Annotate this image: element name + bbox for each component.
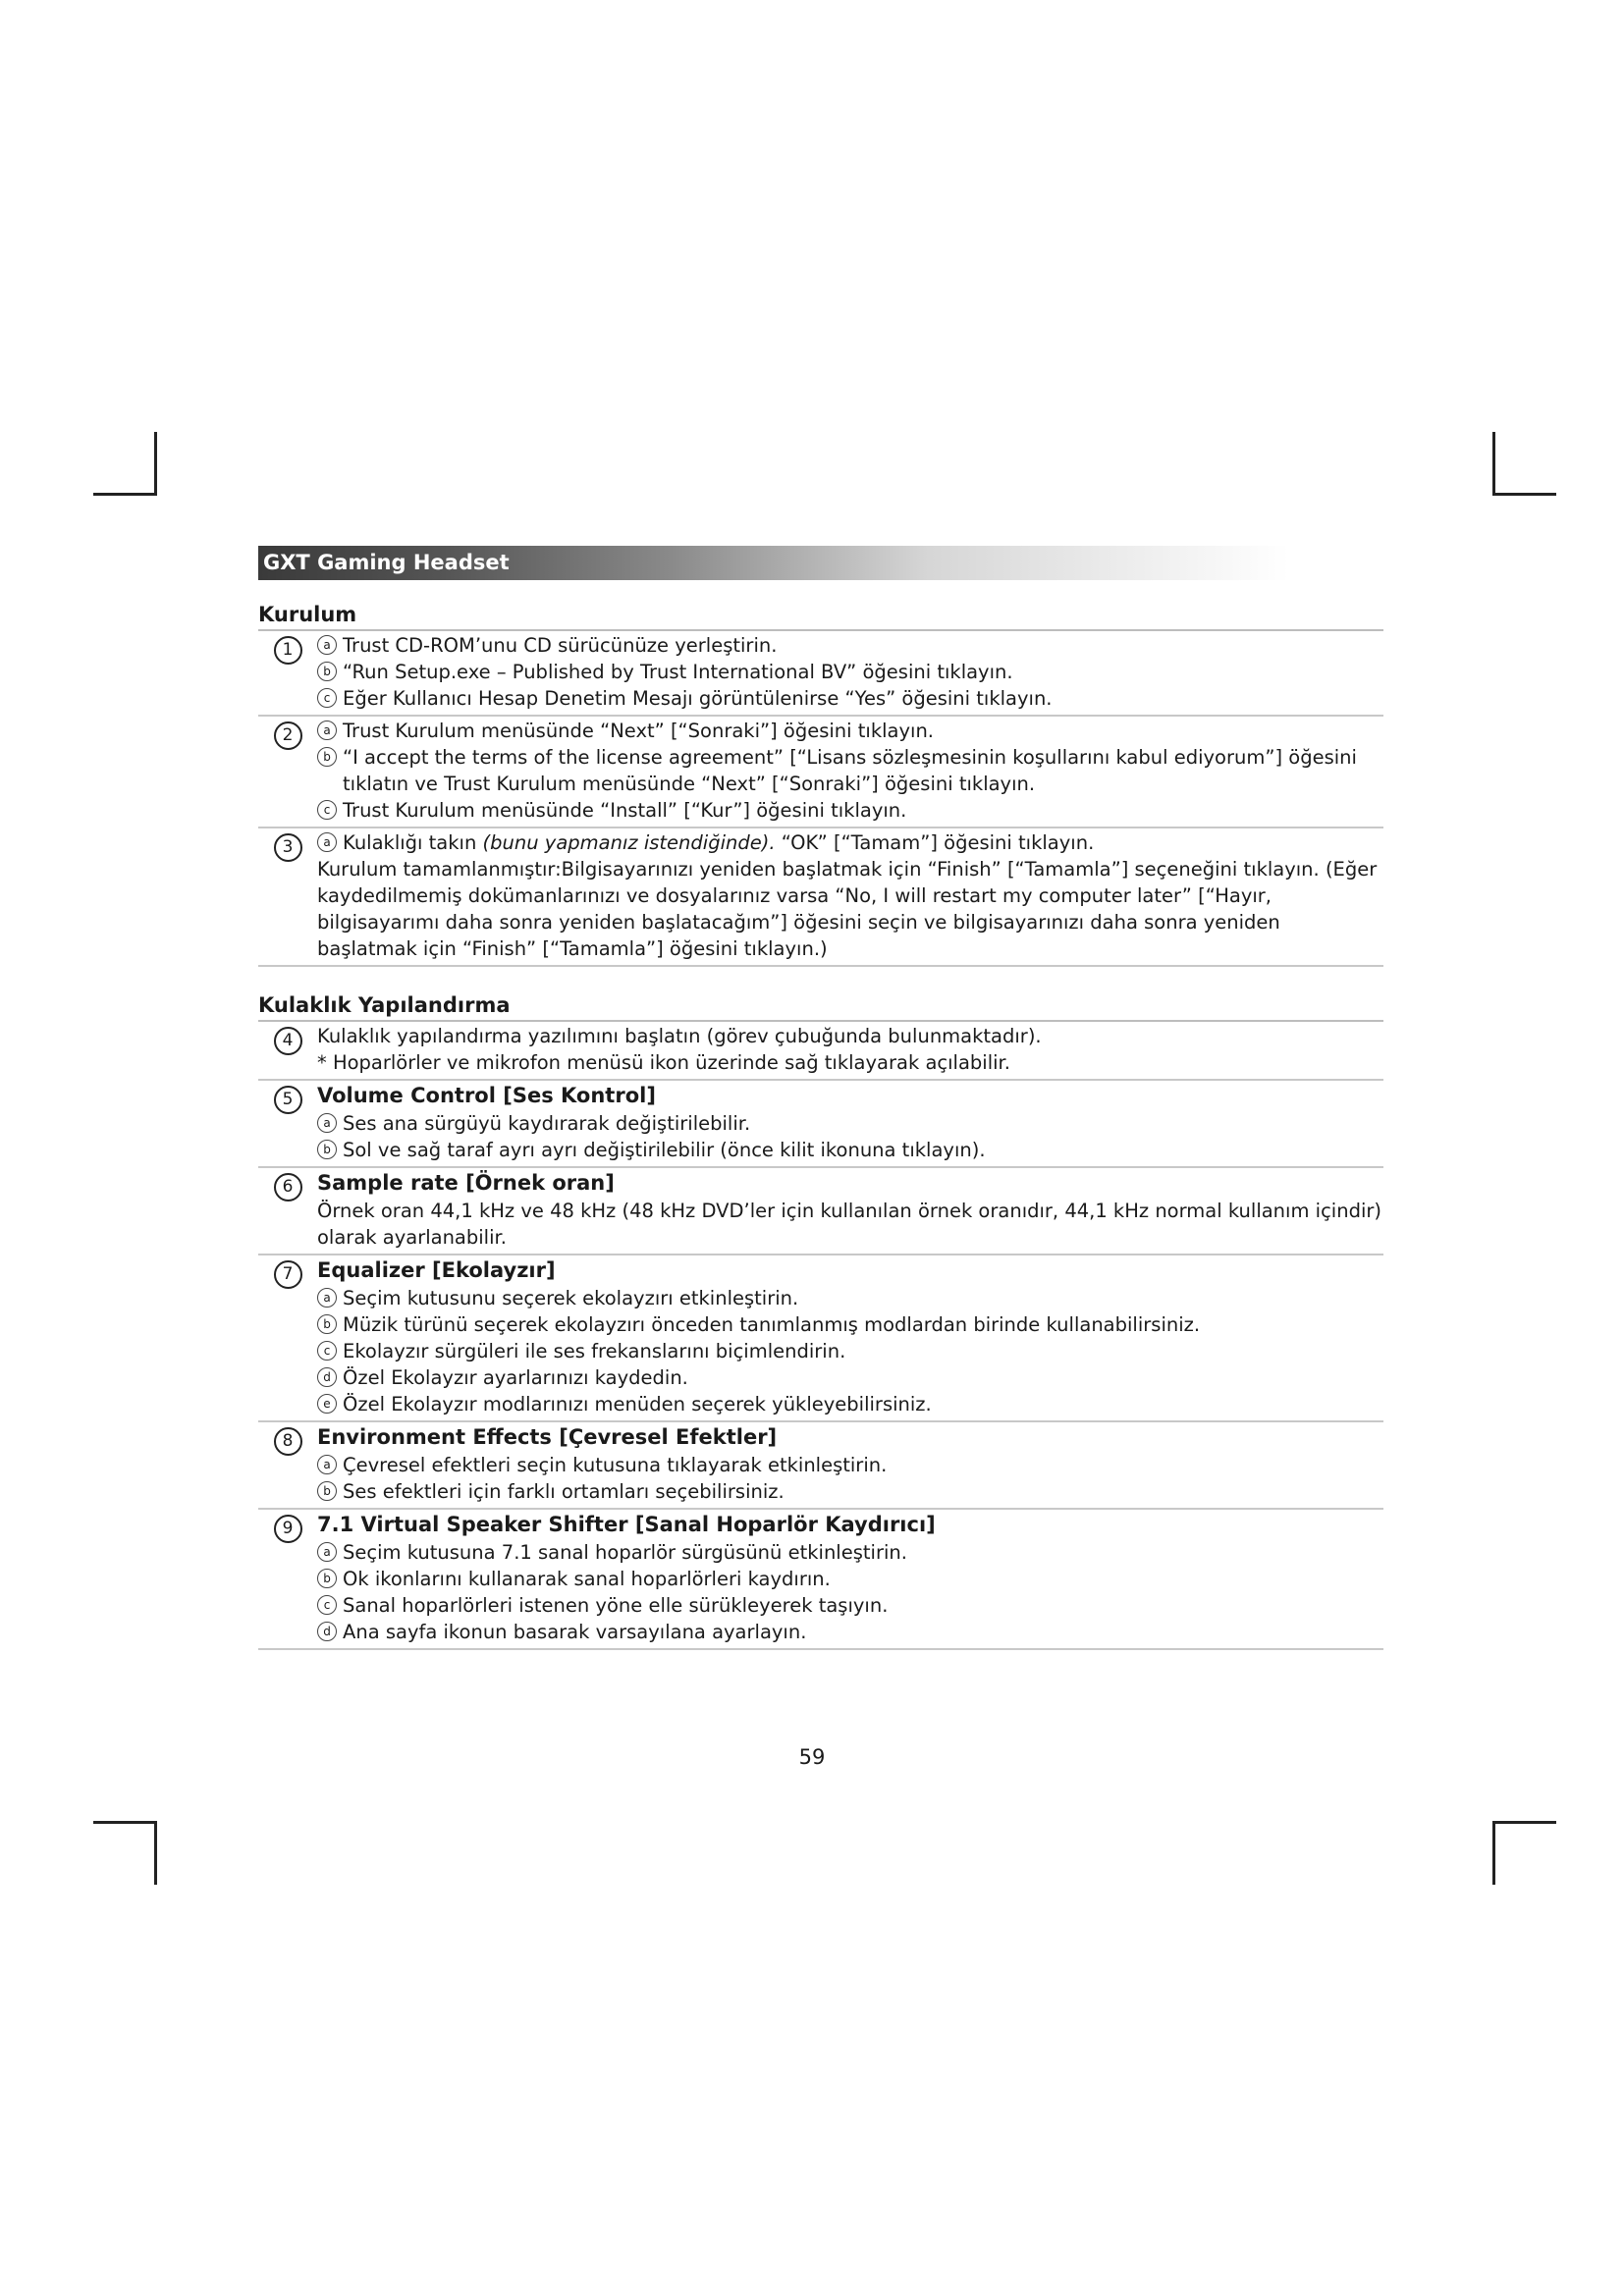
letter-c-icon: c — [317, 688, 337, 708]
letter-b-icon: b — [317, 1140, 337, 1159]
step-number-icon: 4 — [258, 1023, 317, 1076]
step-line: a Çevresel efektleri seçin kutusuna tıklayarak etkinleştirin. — [317, 1452, 1383, 1478]
letter-c-icon: c — [317, 1341, 337, 1361]
step-line: a Kulaklığı takın (bunu yapmanız istendiğinde). “OK” [“Tamam”] öğesini tıklayın. — [317, 829, 1383, 856]
config-step-5 — [258, 1081, 1383, 1168]
manual-page-content — [258, 546, 1383, 1650]
letter-a-icon: a — [317, 635, 337, 655]
step-line: e Özel Ekolayzır modlarınızı menüden seçerek yükleyebilirsiniz. — [317, 1391, 1383, 1417]
crop-mark-bottom-right — [1492, 1821, 1556, 1885]
letter-b-icon: b — [317, 1314, 337, 1334]
step-heading: 7.1 Virtual Speaker Shifter [Sanal Hoparlör Kaydırıcı] — [317, 1513, 936, 1536]
letter-c-icon: c — [317, 800, 337, 820]
install-step-3 — [258, 828, 1383, 967]
crop-mark-bottom-left — [93, 1821, 157, 1885]
install-step-1 — [258, 631, 1383, 717]
letter-a-icon: a — [317, 1542, 337, 1562]
step-number-icon: 8 — [258, 1423, 317, 1505]
step-line: a Trust Kurulum menüsünde “Next” [“Sonraki”] öğesini tıklayın. — [317, 718, 1383, 744]
letter-b-icon: b — [317, 1569, 337, 1588]
step-line: a Seçim kutusunu seçerek ekolayzırı etkinleştirin. — [317, 1285, 1383, 1311]
step-line: b “I accept the terms of the license agreement” [“Lisans sözleşmesinin koşullarını kabul ediyorum”] öğesini tıklatın ve Trust Kurulum menüsünde “Next” [“Sonraki”] öğesini tıklayın. — [317, 744, 1383, 797]
step-heading: Sample rate [Örnek oran] — [317, 1171, 615, 1195]
letter-a-icon: a — [317, 832, 337, 852]
letter-a-icon: a — [317, 1288, 337, 1308]
step-line: d Özel Ekolayzır ayarlarınızı kaydedin. — [317, 1364, 1383, 1391]
step-line: c Trust Kurulum menüsünde “Install” [“Kur”] öğesini tıklayın. — [317, 797, 1383, 824]
page-number: 59 — [798, 1745, 826, 1769]
step-line: c Sanal hoparlörleri istenen yöne elle sürükleyerek taşıyın. — [317, 1592, 1383, 1619]
config-step-6: 6 Sample rate [Örnek oran] Örnek oran 44,1 kHz ve 48 kHz (48 kHz DVD’ler için kullanılan örnek oranıdır, 44,1 kHz normal kullanım içindir) olarak ayarlanabilir. — [258, 1168, 1383, 1255]
crop-mark-top-left — [93, 432, 157, 496]
step-heading: Environment Effects [Çevresel Efektler] — [317, 1425, 778, 1449]
config-step-9 — [258, 1510, 1383, 1650]
step-number-icon: 6 — [258, 1169, 317, 1251]
step-line: a Ses ana sürgüyü kaydırarak değiştirilebilir. — [317, 1110, 1383, 1137]
letter-a-icon: a — [317, 1113, 337, 1133]
install-complete-paragraph: Kurulum tamamlanmıştır:Bilgisayarınızı yeniden başlatmak için “Finish” [“Tamamla”] seçeneğini tıklayın. (Eğer kaydedilmemiş dokümanlarınızı ve dosyalarınız varsa “No, I will restart my computer later” [“Hayır, bilgisayarımı daha sonra yeniden başlatacağım”] öğesini seçin ve bilgisayarınızı daha sonra yeniden başlatmak için “Finish” [“Tamamla”] öğesini tıklayın.) — [317, 858, 1378, 960]
letter-b-icon: b — [317, 662, 337, 681]
step-line: a Seçim kutusuna 7.1 sanal hoparlör sürgüsünü etkinleştirin. — [317, 1539, 1383, 1566]
product-banner: GXT Gaming Headset — [258, 546, 1289, 580]
step-line: c Eğer Kullanıcı Hesap Denetim Mesajı görüntülenirse “Yes” öğesini tıklayın. — [317, 685, 1383, 712]
step-number-icon: 1 — [258, 632, 317, 712]
step-heading: Volume Control [Ses Kontrol] — [317, 1084, 656, 1107]
step-line: b Müzik türünü seçerek ekolayzırı önceden tanımlanmış modlardan birinde kullanabilirsiniz. — [317, 1311, 1383, 1338]
letter-d-icon: d — [317, 1367, 337, 1387]
section-title-configuration: Kulaklık Yapılandırma — [258, 992, 1383, 1022]
install-step-2 — [258, 717, 1383, 828]
letter-b-icon: b — [317, 747, 337, 767]
step-line: b Ok ikonlarını kullanarak sanal hoparlörleri kaydırın. — [317, 1566, 1383, 1592]
step-line: b “Run Setup.exe – Published by Trust International BV” öğesini tıklayın. — [317, 659, 1383, 685]
config-step-8 — [258, 1422, 1383, 1510]
step-line: d Ana sayfa ikonun basarak varsayılana ayarlayın. — [317, 1619, 1383, 1645]
letter-b-icon: b — [317, 1481, 337, 1501]
step-number-icon: 3 — [258, 829, 317, 962]
step-line: b Sol ve sağ taraf ayrı ayrı değiştirilebilir (önce kilit ikonuna tıklayın). — [317, 1137, 1383, 1163]
step-number-icon: 2 — [258, 718, 317, 824]
section-title-install: Kurulum — [258, 602, 1383, 631]
letter-c-icon: c — [317, 1595, 337, 1615]
config-step-7 — [258, 1255, 1383, 1422]
letter-a-icon: a — [317, 721, 337, 740]
step-number-icon: 5 — [258, 1082, 317, 1163]
letter-a-icon: a — [317, 1455, 337, 1474]
step-heading: Equalizer [Ekolayzır] — [317, 1258, 556, 1282]
step-line: b Ses efektleri için farklı ortamları seçebilirsiniz. — [317, 1478, 1383, 1505]
letter-e-icon: e — [317, 1394, 337, 1414]
step-line: c Ekolayzır sürgüleri ile ses frekanslarını biçimlendirin. — [317, 1338, 1383, 1364]
letter-d-icon: d — [317, 1622, 337, 1641]
step-number-icon: 7 — [258, 1256, 317, 1417]
step-number-icon: 9 — [258, 1511, 317, 1645]
step-line: a Trust CD-ROM’unu CD sürücünüze yerleştirin. — [317, 632, 1383, 659]
config-step-4: 4 Kulaklık yapılandırma yazılımını başlatın (görev çubuğunda bulunmaktadır). * Hoparlörler ve mikrofon menüsü ikon üzerinde sağ tıklayarak açılabilir. — [258, 1022, 1383, 1081]
crop-mark-top-right — [1492, 432, 1556, 496]
